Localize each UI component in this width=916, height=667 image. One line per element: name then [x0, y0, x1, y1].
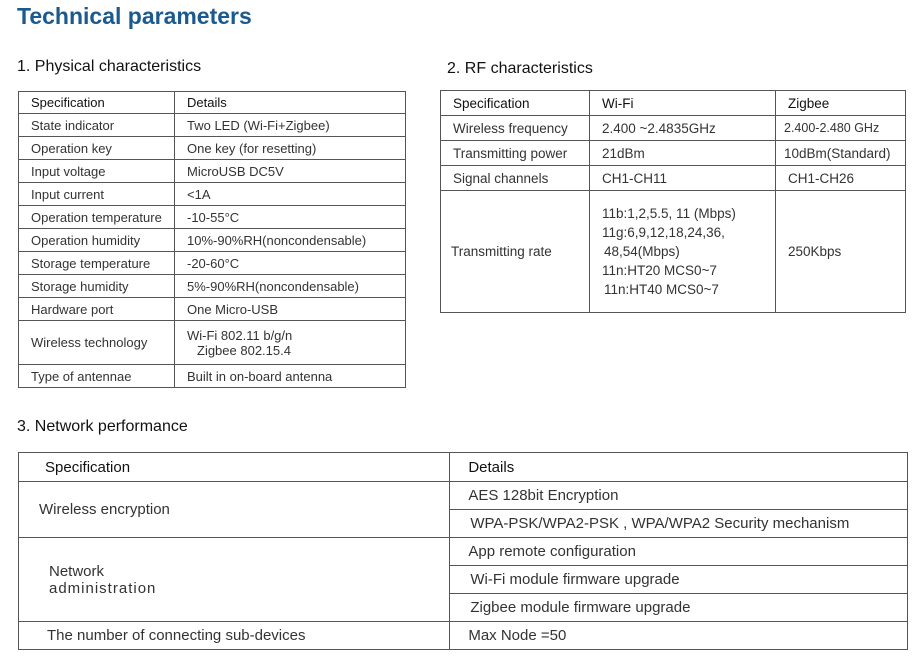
table-row	[441, 116, 906, 141]
detail-cell: Max Node =50	[450, 622, 908, 650]
wifi-cell: CH1-CH11	[590, 166, 776, 191]
table-header-row	[441, 91, 906, 116]
table-row	[441, 191, 906, 313]
spec-cell: State indicator	[19, 114, 175, 137]
spec-cell: Wireless frequency	[441, 116, 590, 141]
table-row	[19, 275, 406, 298]
rate-line: 11n:HT20 MCS0~7	[602, 263, 717, 278]
header-cell: Specification	[441, 91, 590, 116]
header-cell: Zigbee	[776, 91, 906, 116]
detail-cell: Zigbee module firmware upgrade	[450, 594, 908, 622]
detail-line: Zigbee 802.15.4	[197, 342, 291, 358]
spec-line: Network	[49, 562, 105, 580]
table-header-row	[19, 92, 406, 114]
rf-table	[440, 90, 906, 313]
table-row	[19, 160, 406, 183]
detail-cell: One key (for resetting)	[175, 137, 406, 160]
spec-cell: Transmitting power	[441, 141, 590, 166]
spec-cell: Signal channels	[441, 166, 590, 191]
table-row	[19, 298, 406, 321]
header-cell: Details	[450, 453, 908, 482]
rf-heading: 2. RF characteristics	[447, 60, 593, 77]
rate-line: 11g:6,9,12,18,24,36,	[602, 225, 725, 240]
table-row	[19, 321, 406, 365]
zigbee-cell: 10dBm(Standard)	[776, 141, 906, 166]
detail-cell: AES 128bit Encryption	[450, 482, 908, 510]
detail-cell	[175, 321, 406, 365]
table-row	[19, 622, 908, 650]
header-cell: Details	[175, 92, 406, 114]
zigbee-cell: CH1-CH26	[776, 166, 906, 191]
spec-cell: Hardware port	[19, 298, 175, 321]
detail-cell: 5%-90%RH(noncondensable)	[175, 275, 406, 298]
table-row	[19, 538, 908, 566]
spec-cell: Operation temperature	[19, 206, 175, 229]
spec-cell: Operation key	[19, 137, 175, 160]
table-header-row	[19, 453, 908, 482]
table-row	[441, 166, 906, 191]
spec-cell: Input current	[19, 183, 175, 206]
page-title: Technical parameters	[17, 3, 252, 29]
spec-cell: Wireless encryption	[19, 482, 450, 538]
table-row	[19, 482, 908, 510]
detail-cell: Built in on-board antenna	[175, 365, 406, 388]
zigbee-cell: 2.400-2.480 GHz	[776, 116, 906, 141]
spec-cell: Wireless technology	[19, 321, 175, 365]
header-cell: Specification	[19, 453, 450, 482]
spec-line: administration	[49, 579, 157, 597]
wifi-cell: 21dBm	[590, 141, 776, 166]
table-row	[19, 229, 406, 252]
spec-cell: The number of connecting sub-devices	[19, 622, 450, 650]
detail-line: Wi-Fi 802.11 b/g/n	[187, 327, 293, 343]
table-row	[19, 114, 406, 137]
table-row	[19, 137, 406, 160]
spec-cell: Storage humidity	[19, 275, 175, 298]
header-cell: Wi-Fi	[590, 91, 776, 116]
rate-line: 11b:1,2,5.5, 11 (Mbps)	[602, 206, 736, 221]
physical-table	[18, 91, 406, 388]
wifi-cell	[590, 191, 776, 313]
detail-cell: Wi-Fi module firmware upgrade	[450, 566, 908, 594]
detail-cell: Two LED (Wi-Fi+Zigbee)	[175, 114, 406, 137]
table-row	[19, 365, 406, 388]
spec-cell	[19, 538, 450, 622]
table-row	[19, 252, 406, 275]
spec-cell: Input voltage	[19, 160, 175, 183]
network-heading: 3. Network performance	[17, 418, 188, 435]
table-row	[19, 206, 406, 229]
detail-cell: -10-55°C	[175, 206, 406, 229]
network-table	[18, 452, 908, 650]
table-row	[19, 183, 406, 206]
spec-cell: Operation humidity	[19, 229, 175, 252]
detail-cell: <1A	[175, 183, 406, 206]
detail-cell: App remote configuration	[450, 538, 908, 566]
table-row	[441, 141, 906, 166]
header-cell: Specification	[19, 92, 175, 114]
detail-cell: MicroUSB DC5V	[175, 160, 406, 183]
rate-line: 11n:HT40 MCS0~7	[604, 282, 719, 297]
spec-cell: Transmitting rate	[441, 191, 590, 313]
rate-line: 48,54(Mbps)	[604, 244, 680, 259]
spec-cell: Storage temperature	[19, 252, 175, 275]
wifi-cell: 2.400 ~2.4835GHz	[590, 116, 776, 141]
physical-heading: 1. Physical characteristics	[17, 58, 202, 75]
zigbee-cell: 250Kbps	[776, 191, 906, 313]
spec-cell: Type of antennae	[19, 365, 175, 388]
detail-cell: -20-60°C	[175, 252, 406, 275]
detail-cell: One Micro-USB	[175, 298, 406, 321]
detail-cell: 10%-90%RH(noncondensable)	[175, 229, 406, 252]
detail-cell: WPA-PSK/WPA2-PSK , WPA/WPA2 Security mechanism	[450, 510, 908, 538]
